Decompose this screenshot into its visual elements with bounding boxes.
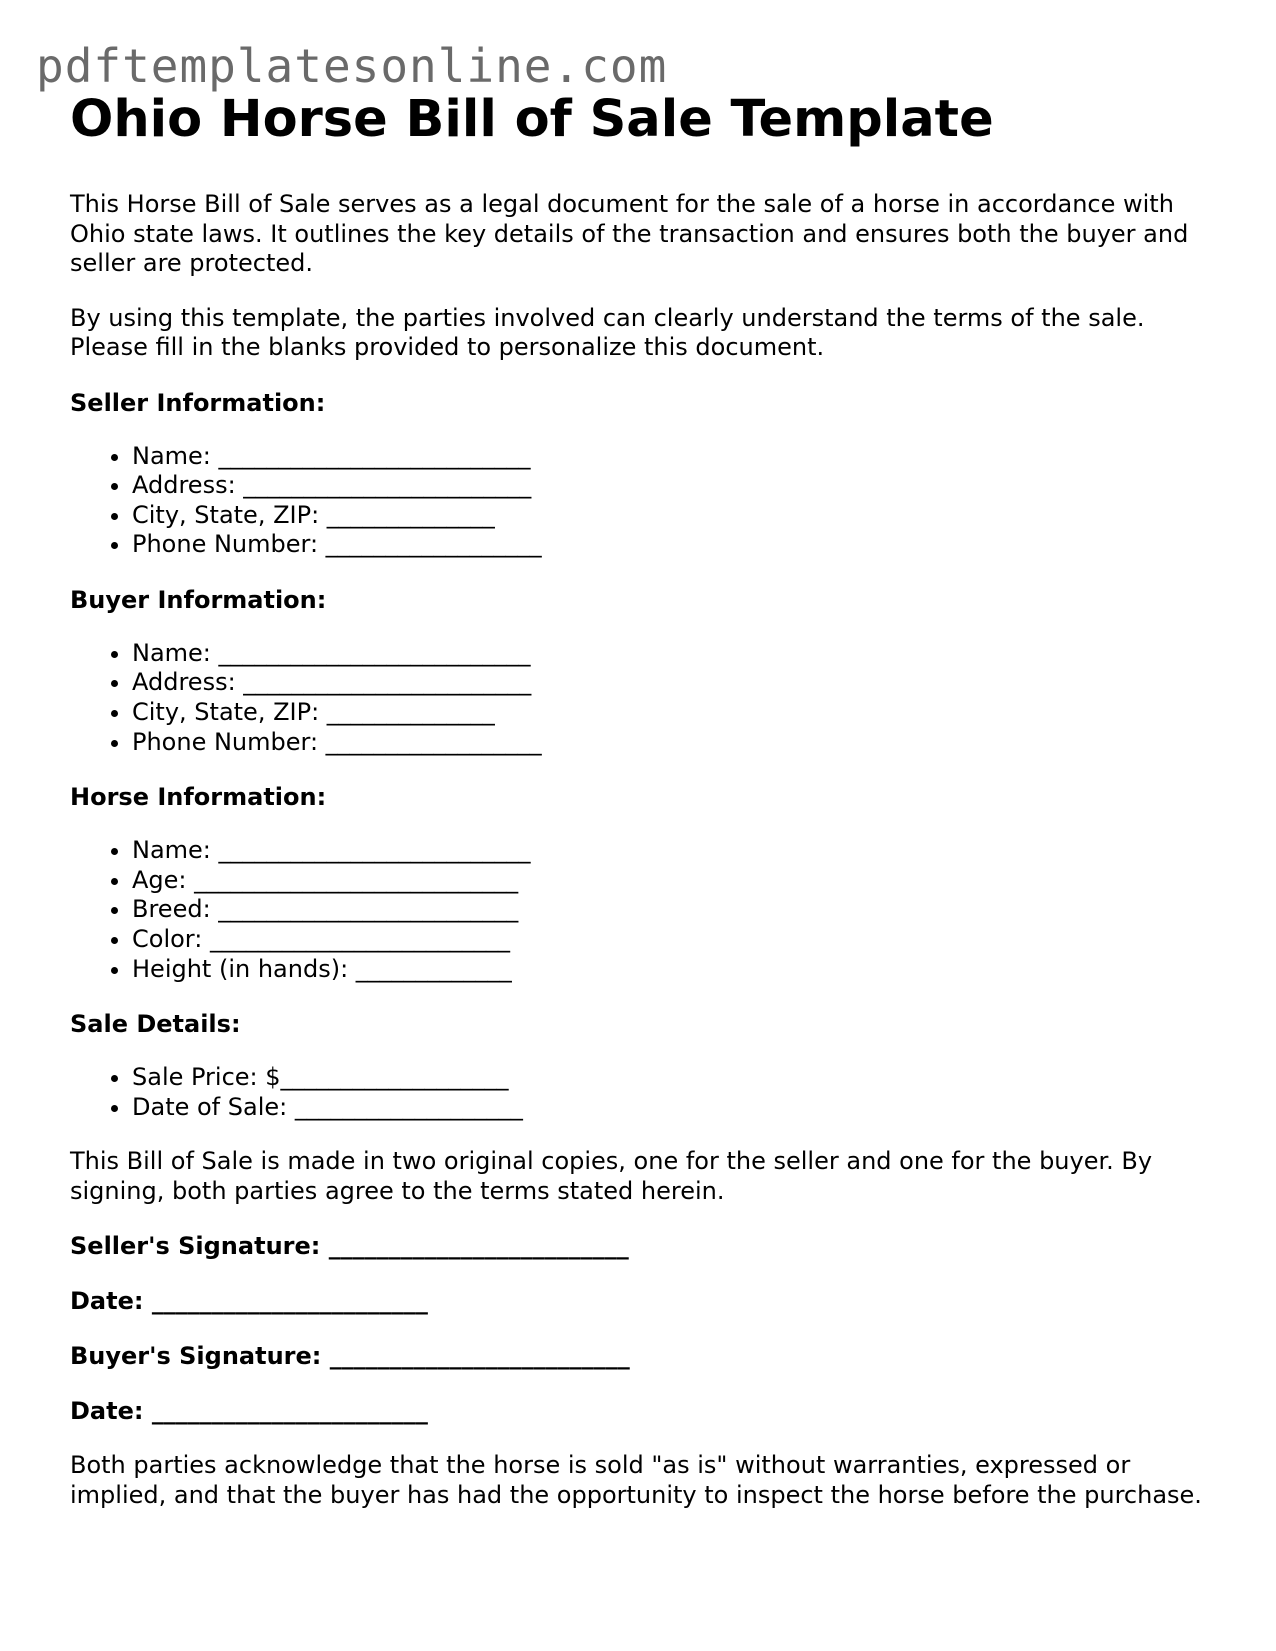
horse-age-field[interactable]: • Age: ___________________________ <box>132 866 1220 896</box>
buyer-city-state-zip-field[interactable]: • City, State, ZIP: ______________ <box>132 698 1220 728</box>
buyer-name-field[interactable]: • Name: __________________________ <box>132 639 1220 669</box>
watermark: pdftemplatesonline.com <box>36 39 668 93</box>
document-body <box>70 84 1220 1510</box>
document-title: Ohio Horse Bill of Sale Template <box>70 90 994 149</box>
seller-info-list <box>70 442 1220 560</box>
buyer-phone-field[interactable]: • Phone Number: __________________ <box>132 728 1220 758</box>
horse-name-field[interactable]: • Name: __________________________ <box>132 836 1220 866</box>
horse-info-heading: Horse Information: <box>70 783 327 812</box>
buyer-address-field[interactable]: • Address: ________________________ <box>132 668 1220 698</box>
horse-breed-field[interactable]: • Breed: _________________________ <box>132 895 1220 925</box>
horse-color-field[interactable]: • Color: _________________________ <box>132 925 1220 955</box>
seller-name-field[interactable]: • Name: __________________________ <box>132 442 1220 472</box>
seller-info-heading: Seller Information: <box>70 388 326 417</box>
buyer-signature-date-field[interactable]: Date: _______________________ <box>70 1397 428 1426</box>
buyer-info-heading: Buyer Information: <box>70 585 327 614</box>
buyer-info-list <box>70 639 1220 757</box>
seller-signature-date-field[interactable]: Date: _______________________ <box>70 1287 428 1316</box>
sale-details-heading: Sale Details: <box>70 1010 241 1039</box>
sale-price-field[interactable]: • Sale Price: $___________________ <box>132 1063 1220 1093</box>
sale-details-list <box>70 1063 1220 1122</box>
sale-date-field[interactable]: • Date of Sale: ___________________ <box>132 1093 1220 1123</box>
seller-city-state-zip-field[interactable]: • City, State, ZIP: ______________ <box>132 501 1220 531</box>
intro-paragraph-1: This Horse Bill of Sale serves as a legal document for the sale of a horse in accordance with Ohio state laws. It outlines the key details of the transaction and ensures both the buyer and seller are protected. <box>70 190 1189 277</box>
final-acknowledgement-paragraph: Both parties acknowledge that the horse is sold "as is" without warranties, expressed or implied, and that the buyer has had the opportunity to inspect the horse before the purchase. <box>70 1451 1202 1509</box>
seller-signature-field[interactable]: Seller's Signature: _________________________ <box>70 1232 629 1261</box>
closing-paragraph: This Bill of Sale is made in two original copies, one for the seller and one for the buyer. By signing, both parties agree to the terms stated herein. <box>70 1147 1153 1205</box>
horse-height-field[interactable]: • Height (in hands): _____________ <box>132 955 1220 985</box>
seller-address-field[interactable]: • Address: ________________________ <box>132 471 1220 501</box>
buyer-signature-field[interactable]: Buyer's Signature: _________________________ <box>70 1342 630 1371</box>
intro-paragraph-2: By using this template, the parties involved can clearly understand the terms of the sale. Please fill in the blanks provided to personalize this document. <box>70 303 1145 361</box>
horse-info-list <box>70 836 1220 984</box>
seller-phone-field[interactable]: • Phone Number: __________________ <box>132 530 1220 560</box>
